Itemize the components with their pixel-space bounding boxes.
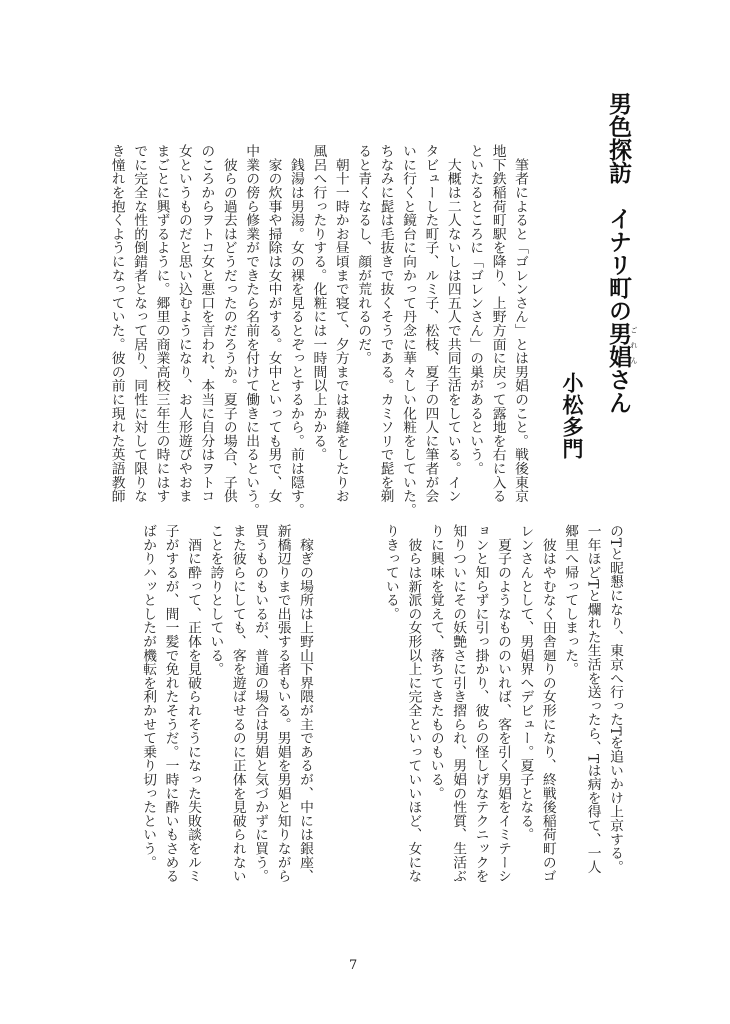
lower-right-text-block bbox=[380, 524, 626, 883]
text-column: のTと昵懇になり、東京へ行ったTを追いかけ上京する。 bbox=[607, 524, 623, 874]
text-column: 酒に酔って、正体を見破られそうになった失敗談をルミ bbox=[184, 524, 201, 883]
text-column: 地下鉄稲荷町駅を降り、上野方面に戻って露地を右に入る bbox=[489, 144, 506, 503]
text-column: き憧れを抱くようになっていた。彼の前に現れた英語教師 bbox=[108, 144, 125, 503]
text-column: 彼らの過去はどうだったのだろうか。夏子の場合、子供 bbox=[220, 144, 237, 503]
text-column: 彼はやむなく田舎廻りの女形になり、終戦後稲荷町のゴ bbox=[539, 524, 556, 883]
title-ruby bbox=[605, 322, 638, 368]
text-column: ばかりハッとしたが機転を利かせて乗り切ったという。 bbox=[140, 524, 157, 869]
title-suffix: さん bbox=[605, 368, 631, 414]
text-column: いに行くと鏡台に向かって丹念に華々しい化粧をしていた。 bbox=[399, 144, 416, 517]
text-column: 郷里へ帰ってしまった。 bbox=[562, 524, 579, 676]
article-title bbox=[603, 92, 638, 414]
text-column: 夏子のようなもののいれば、客を引く男娼をイミテーシ bbox=[494, 524, 511, 883]
text-column: 筆者によると「ゴレンさん」とは男娼のこと。戦後東京 bbox=[512, 144, 528, 503]
text-column: 子がするが、間一髪で免れたそうだ。一時に酔いもさめる bbox=[162, 524, 179, 883]
text-column: 銭湯は男湯。女の裸を見るとぞっとするから。前は隠す。 bbox=[287, 144, 304, 517]
text-column: 稼ぎの場所は上野山下界隈が主であるが、中には銀座、 bbox=[297, 524, 313, 883]
text-column: 風呂へ行ったりする。化粧には一時間以上かかる。 bbox=[310, 144, 327, 462]
text-column: ことを誇りとしている。 bbox=[207, 524, 224, 676]
title-prefix: 男色探訪 イナリ町の bbox=[605, 92, 631, 322]
text-column: まごとに興ずるように。郷里の商業高校三年生の時にはす bbox=[153, 144, 170, 503]
text-column: 新橋辺りまで出張する者もいる。男娼を男娼と知りながら bbox=[274, 524, 291, 883]
text-column: ちなみに髭は毛抜きで抜くそうである。カミソリで髭を剃 bbox=[377, 144, 394, 503]
text-column: 彼らは新派の女形以上に完全といっていいほど、女にな bbox=[405, 524, 422, 883]
text-column: りきっている。 bbox=[382, 524, 399, 621]
text-column: 大概は二人ないしは四五人で共同生活をしている。イン bbox=[444, 144, 461, 503]
title-ruby-reading: ごれん bbox=[630, 322, 638, 368]
upper-text-block bbox=[105, 144, 531, 517]
title-ruby-base: 男娼 bbox=[605, 322, 631, 368]
text-column: のころからヲトコ女と悪口を言われ、本当に自分はヲトコ bbox=[198, 144, 215, 503]
text-column: でに完全な性的倒錯者となって居り、同性に対して限りな bbox=[131, 144, 148, 503]
text-column: ると青くなるし、顔が荒れるのだ。 bbox=[355, 144, 372, 365]
text-column: レンさんとして、男娼界へデビュー。夏子となる。 bbox=[517, 524, 534, 842]
text-column: 買うものもいるが、普通の場合は男娼と気づかずに買う。 bbox=[252, 524, 269, 883]
page-number: 7 bbox=[349, 958, 358, 973]
author-name: 小松多門 bbox=[560, 372, 584, 460]
text-column: 朝十一時かお昼頃まで寝て、夕方までは裁縫をしたりお bbox=[332, 144, 349, 503]
text-column: 家の炊事や掃除は女中がする。女中といっても男で、女 bbox=[265, 144, 282, 503]
text-column: 一年ほどTと爛れた生活を送ったら、Tは病を得て、一人 bbox=[584, 524, 601, 874]
text-column: 女というものだと思い込むようになり、お人形遊びやおま bbox=[175, 144, 192, 503]
lower-left-text-block bbox=[137, 524, 316, 883]
text-column: といたるところに「ゴレンさん」の巣があるという。 bbox=[467, 144, 484, 476]
text-column: 中業の傍ら修業ができたら名前を付けて働きに出るという。 bbox=[243, 144, 260, 517]
text-column: ョンと知らずに引っ掛かり、彼らの怪しげなテクニックを bbox=[472, 524, 489, 883]
text-column: りに興味を覚えて、落ちてきたものもいる。 bbox=[427, 524, 444, 800]
text-column: 知りついにその妖艶さに引き摺られ、男娼の性質、生活ぶ bbox=[450, 524, 467, 883]
text-column: タビューした町子、ルミ子、松枝、夏子の四人に筆者が会 bbox=[422, 144, 439, 503]
text-column: また彼らにしても、客を遊ばせるのに正体を見破られない bbox=[229, 524, 246, 883]
